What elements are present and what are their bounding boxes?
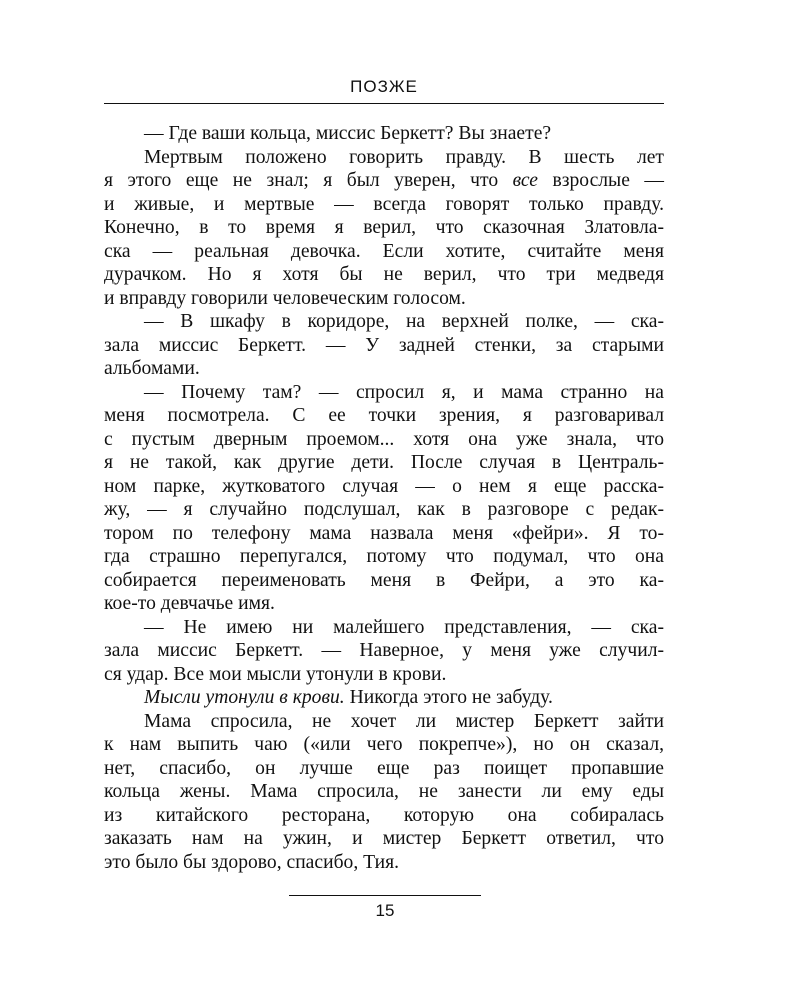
italic-fragment: все: [512, 170, 539, 191]
text-line: к нам выпить чаю («или чего покрепче»), но он сказал,: [104, 734, 664, 755]
text-line: кое-то девчачье имя.: [104, 593, 275, 614]
text-line: нет, спасибо, он лучше еще раз поищет пропавшие: [104, 757, 664, 779]
text-fragment: взрослые —: [538, 170, 664, 191]
text-line: заказать нам на ужин, и мистер Беркетт ответил, что: [104, 828, 664, 849]
text-line: ном парке, жутковатого случая — о нем я еще расска-: [104, 475, 664, 497]
text-line: — Не имею ни малейшего представления, — ска-: [144, 616, 664, 638]
text-line: гда страшно перепугался, потому что подумал, что она: [104, 546, 664, 567]
text-line: из китайского ресторана, которую она собиралась: [104, 804, 664, 826]
text-line: я не такой, как другие дети. После случая в Централь-: [104, 452, 664, 473]
text-line: меня посмотрела. С ее точки зрения, я разговаривал: [104, 405, 664, 426]
text-line: дурачком. Но я хотя бы не верил, что три медведя: [104, 264, 664, 285]
text-line: зала миссис Беркетт. — У задней стенки, за старыми: [104, 334, 664, 356]
header-rule: [104, 103, 664, 104]
text-line: — В шкафу в коридоре, на верхней полке, — ска-: [144, 311, 664, 332]
text-line: Конечно, в то время я верил, что сказочная Златовла-: [104, 217, 664, 238]
text-line: жу, — я случайно подслушал, как в разговоре с редак-: [104, 499, 664, 520]
text-line: тором по телефону мама назвала меня «фейри». Я то-: [104, 522, 664, 544]
text-line: это было бы здорово, спасибо, Тия.: [104, 851, 400, 873]
text-fragment: Никогда этого не забуду.: [344, 687, 553, 708]
text-line: [104, 169, 664, 193]
italic-fragment: Мысли утонули в крови.: [144, 687, 345, 708]
footer-rule: [289, 895, 481, 896]
text-line: альбомами.: [104, 358, 200, 379]
text-line: зала миссис Беркетт. — Наверное, у меня уже случил-: [104, 640, 664, 661]
text-fragment: я этого еще не знал; я был уверен, что: [104, 170, 513, 191]
text-line: [104, 686, 664, 710]
body-text: [104, 122, 664, 874]
text-line: кольца жены. Мама спросила, не занести ли ему еды: [104, 781, 664, 802]
text-line: и живые, и мертвые — всегда говорят только правду.: [104, 193, 664, 215]
page-number: 15: [375, 901, 395, 920]
text-line: собирается переименовать меня в Фейри, а это ка-: [104, 569, 664, 591]
text-line: ска — реальная девочка. Если хотите, считайте меня: [104, 240, 664, 262]
text-line: ся удар. Все мои мысли утонули в крови.: [104, 663, 447, 685]
text-line: с пустым дверным проемом... хотя она уже знала, что: [104, 428, 664, 450]
text-line: Мама спросила, не хочет ли мистер Беркетт зайти: [144, 710, 664, 732]
running-header: ПОЗЖЕ: [350, 77, 418, 96]
text-line: — Почему там? — спросил я, и мама странно на: [144, 381, 664, 403]
text-line: — Где ваши кольца, миссис Беркетт? Вы знаете?: [144, 123, 552, 144]
text-line: и вправду говорили человеческим голосом.: [104, 287, 466, 309]
text-line: Мертвым положено говорить правду. В шесть лет: [144, 146, 664, 168]
